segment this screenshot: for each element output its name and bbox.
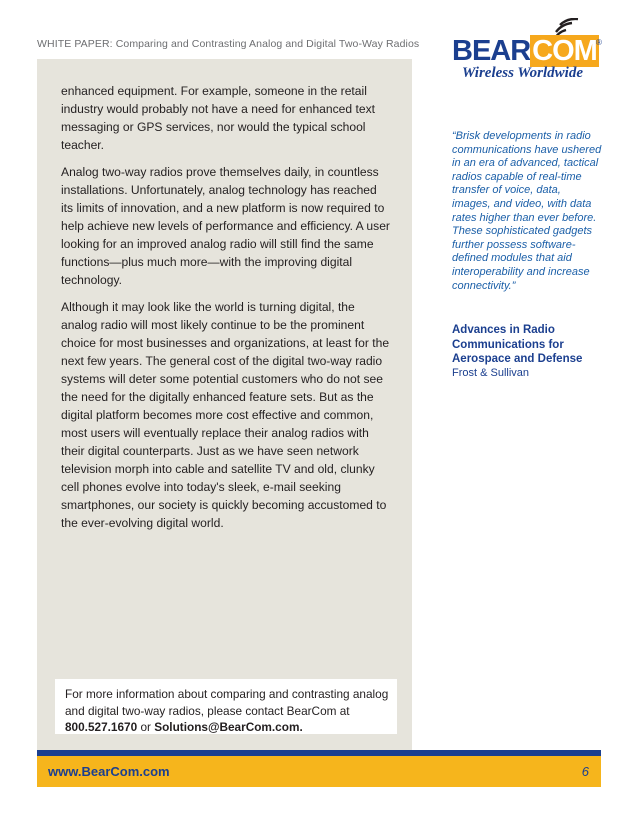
body-text: [61, 82, 391, 541]
page-footer: [37, 756, 601, 787]
contact-info-text: [65, 686, 395, 736]
page-number: 6: [581, 764, 589, 779]
registered-mark: ®: [596, 38, 602, 47]
logo-tagline: Wireless Worldwide: [462, 65, 583, 81]
contact-text: For more information about comparing and contrasting analog and digital two-way radios, please contact BearCom at: [65, 687, 389, 718]
contact-info-box: [55, 679, 397, 734]
sidebar-source: [452, 323, 602, 380]
source-organization: Frost & Sullivan: [452, 366, 530, 379]
contact-or-text: or: [137, 720, 155, 734]
footer-website-link[interactable]: www.BearCom.com: [48, 764, 170, 779]
body-paragraph: enhanced equipment. For example, someone in the retail industry would probably not have a need for enhanced text messaging or GPS services, nor would the typical school teacher.: [61, 84, 375, 152]
sidebar-quote: “Brisk developments in radio communications have ushered in an era of advanced, tactical radios capable of real-time transfer of voice, data, images, and video, with data rates higher than ever before. These sophisticated gadgets further possess software-defined modules that aid interoperability and increase connectivity.”: [452, 130, 602, 292]
body-paragraph: Analog two-way radios prove themselves daily, in countless installations. Unfortunately, analog technology has reached its limits of innovation, and a new platform is now required to help achieve new levels of performance and efficiency. A user looking for an improved analog radio will still find the same functions—plus much more—with the improving digital technology.: [61, 165, 390, 287]
body-paragraph: Although it may look like the world is turning digital, the analog radio will most likely continue to be the prominent choice for most businesses and organizations, at least for the next few years. The general cost of the digital two-way radio systems will deter some potential customers who do not see the need for the digitally enhanced feature sets. But as the digital platform becomes more cost effective and common, most users will eventually replace their analog radios with their digital counterparts. Just as we have seen network television morph into cable and satellite TV and old, clunky cell phones evolve into today's sleek, e-mail seeking smartphones, our society is quickly becoming accustomed to the ever-evolving digital world.: [61, 300, 390, 530]
contact-phone: 800.527.1670: [65, 720, 138, 734]
source-title: Advances in Radio Communications for Aerospace and Defense: [452, 324, 583, 365]
logo-bear-text: BEAR: [452, 35, 531, 67]
contact-email: Solutions@BearCom.com.: [154, 720, 303, 734]
bearcom-logo: [452, 18, 612, 80]
logo-wordmark: [452, 36, 599, 66]
logo-com-text: COM: [532, 35, 597, 67]
document-header-title: WHITE PAPER: Comparing and Contrasting Analog and Digital Two-Way Radios: [37, 38, 420, 50]
